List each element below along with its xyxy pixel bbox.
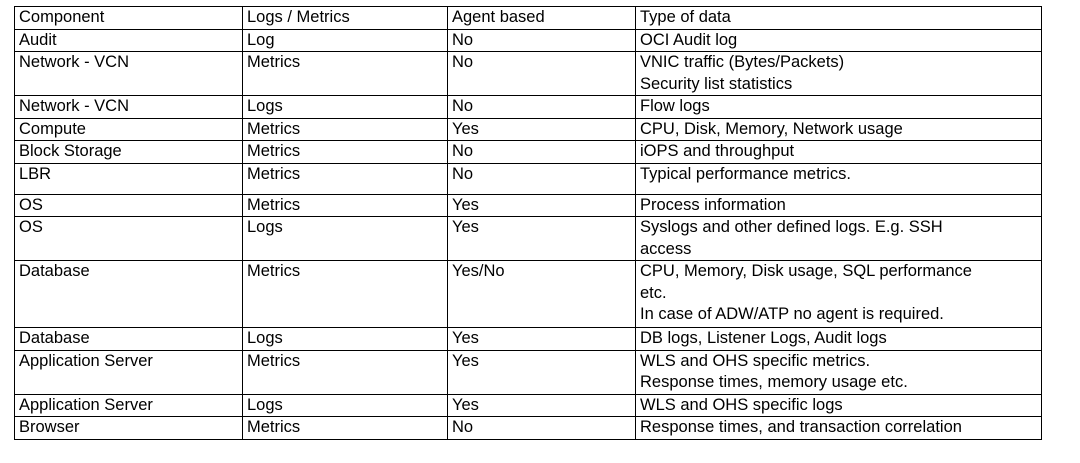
- cell-type-of-data: OCI Audit log: [636, 29, 1042, 52]
- cell-agent-based: Yes: [448, 194, 636, 217]
- cell-logs-metrics: Logs: [243, 217, 448, 261]
- table-row: [15, 350, 1042, 394]
- cell-logs-metrics: Metrics: [243, 163, 448, 194]
- cell-agent-based: No: [448, 29, 636, 52]
- cell-component: Audit: [15, 29, 243, 52]
- cell-type-of-data: Flow logs: [636, 96, 1042, 119]
- cell-agent-based: No: [448, 96, 636, 119]
- cell-logs-metrics: Metrics: [243, 141, 448, 164]
- cell-component: Block Storage: [15, 141, 243, 164]
- cell-agent-based: Yes: [448, 394, 636, 417]
- cell-component: Application Server: [15, 394, 243, 417]
- table-row: [15, 29, 1042, 52]
- cell-component: Compute: [15, 118, 243, 141]
- cell-type-of-data: VNIC traffic (Bytes/Packets) Security list statistics: [636, 52, 1042, 96]
- cell-type-of-data: Syslogs and other defined logs. E.g. SSH access: [636, 217, 1042, 261]
- cell-type-of-data: Process information: [636, 194, 1042, 217]
- table-header-row: [15, 7, 1042, 30]
- table-row: [15, 261, 1042, 328]
- cell-agent-based: No: [448, 52, 636, 96]
- table-row: [15, 52, 1042, 96]
- table-row: [15, 417, 1042, 440]
- cell-type-of-data: Typical performance metrics.: [636, 163, 1042, 194]
- header-cell-component: Component: [15, 7, 243, 30]
- header-cell-logs-metrics: Logs / Metrics: [243, 7, 448, 30]
- cell-agent-based: Yes: [448, 328, 636, 351]
- cell-logs-metrics: Metrics: [243, 118, 448, 141]
- cell-agent-based: No: [448, 417, 636, 440]
- cell-logs-metrics: Metrics: [243, 194, 448, 217]
- cell-component: Database: [15, 328, 243, 351]
- header-cell-agent-based: Agent based: [448, 7, 636, 30]
- table-row: [15, 96, 1042, 119]
- table-row: [15, 163, 1042, 194]
- table-row: [15, 394, 1042, 417]
- cell-component: OS: [15, 217, 243, 261]
- cell-type-of-data: iOPS and throughput: [636, 141, 1042, 164]
- cell-type-of-data: DB logs, Listener Logs, Audit logs: [636, 328, 1042, 351]
- cell-component: OS: [15, 194, 243, 217]
- cell-logs-metrics: Log: [243, 29, 448, 52]
- cell-agent-based: Yes: [448, 118, 636, 141]
- cell-component: Network - VCN: [15, 52, 243, 96]
- cell-component: Network - VCN: [15, 96, 243, 119]
- cell-agent-based: Yes: [448, 350, 636, 394]
- cell-logs-metrics: Metrics: [243, 350, 448, 394]
- cell-agent-based: Yes: [448, 217, 636, 261]
- table-row: [15, 118, 1042, 141]
- cell-logs-metrics: Metrics: [243, 261, 448, 328]
- table-row: [15, 217, 1042, 261]
- cell-type-of-data: WLS and OHS specific logs: [636, 394, 1042, 417]
- table-row: [15, 141, 1042, 164]
- cell-agent-based: Yes/No: [448, 261, 636, 328]
- cell-component: Database: [15, 261, 243, 328]
- cell-type-of-data: WLS and OHS specific metrics. Response times, memory usage etc.: [636, 350, 1042, 394]
- table-row: [15, 194, 1042, 217]
- header-cell-type-of-data: Type of data: [636, 7, 1042, 30]
- data-table: [14, 6, 1042, 440]
- cell-type-of-data: CPU, Disk, Memory, Network usage: [636, 118, 1042, 141]
- cell-logs-metrics: Metrics: [243, 52, 448, 96]
- cell-type-of-data: CPU, Memory, Disk usage, SQL performance etc. In case of ADW/ATP no agent is required.: [636, 261, 1042, 328]
- cell-agent-based: No: [448, 163, 636, 194]
- cell-type-of-data: Response times, and transaction correlation: [636, 417, 1042, 440]
- cell-component: Browser: [15, 417, 243, 440]
- cell-component: Application Server: [15, 350, 243, 394]
- cell-agent-based: No: [448, 141, 636, 164]
- cell-logs-metrics: Logs: [243, 394, 448, 417]
- cell-logs-metrics: Logs: [243, 96, 448, 119]
- table-row: [15, 328, 1042, 351]
- cell-logs-metrics: Metrics: [243, 417, 448, 440]
- cell-logs-metrics: Logs: [243, 328, 448, 351]
- cell-component: LBR: [15, 163, 243, 194]
